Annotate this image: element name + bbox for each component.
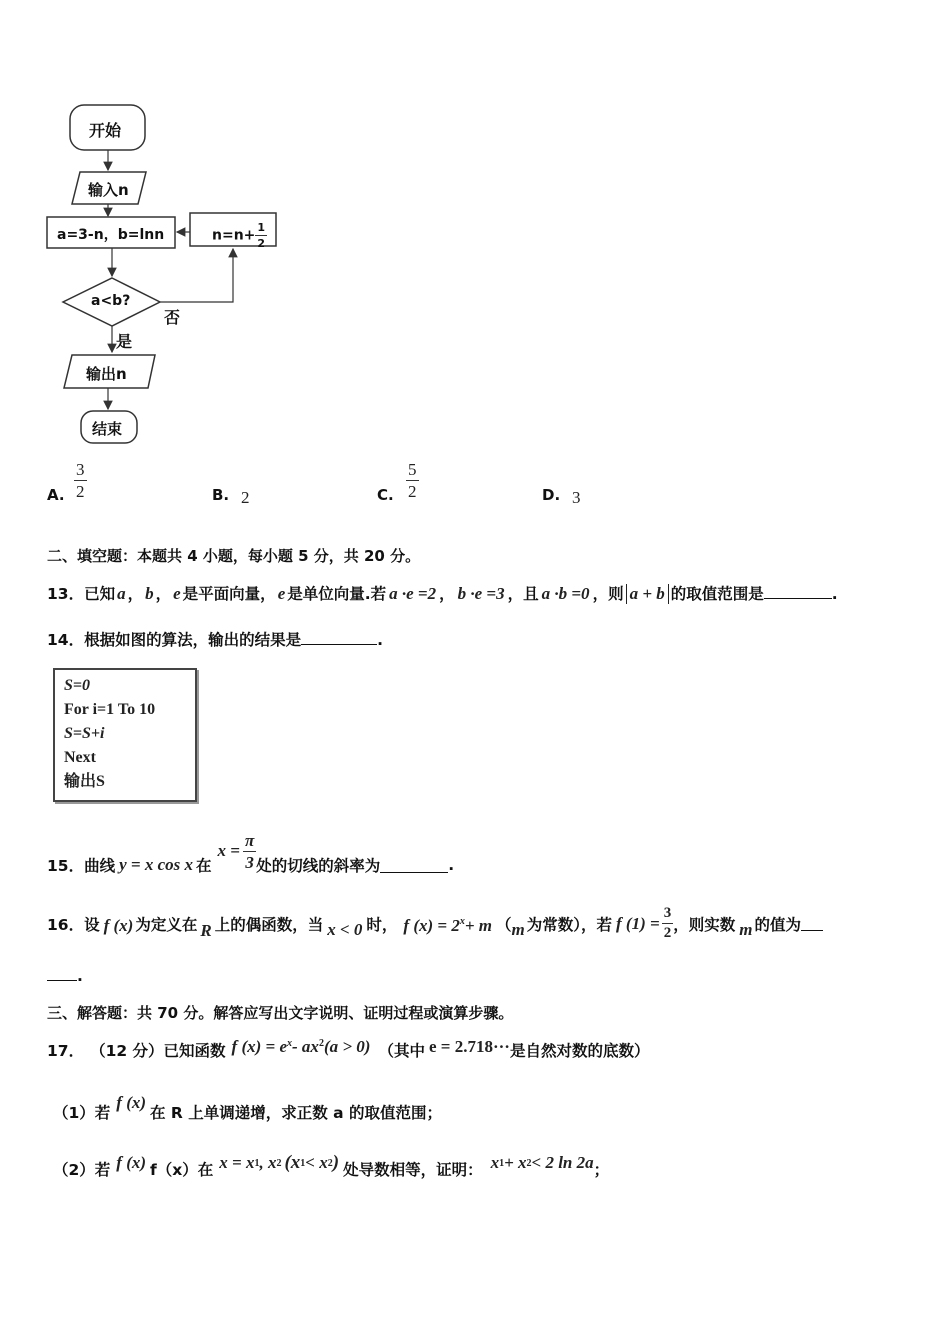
- question-15: 15． 曲线 y = x cos x 在 x = $\frac{\pi}{3}$ 处的切线的斜率为 .: [47, 830, 455, 875]
- question-16-blank: .: [47, 966, 83, 985]
- flow-input-label: 输入n: [88, 181, 129, 199]
- algorithm-box: [53, 668, 197, 802]
- flow-yes-label: 是: [116, 332, 133, 351]
- option-b-value: 2: [241, 488, 250, 507]
- option-b-label: B.: [212, 486, 230, 504]
- code-line: 输出S: [64, 773, 105, 790]
- flow-decision-label: a<b?: [91, 293, 131, 309]
- option-d-label: D.: [542, 486, 561, 504]
- code-line: Next: [64, 749, 96, 766]
- question-17-part2: （2）若 f (x) f（x）在 x = x 1 , x 2 (x 1 < x 2 ) 处导数相等，证明： x 1 + x 2 < 2 ln 2a ；: [53, 1152, 610, 1179]
- flow-output-label: 输出n: [86, 365, 127, 383]
- option-c-label: C.: [377, 486, 394, 504]
- arrow-no-loop: [160, 249, 233, 302]
- question-17: 17． （12 分）已知函数 f (x) = e $^x$ - ax $^2$ (a > 0) （其中 e = 2.718··· 是自然对数的底数）: [47, 1037, 650, 1060]
- option-a-value: $\frac{3}{2}$: [76, 460, 85, 501]
- option-a-label: A.: [47, 486, 65, 504]
- option-d-value: 3: [572, 488, 581, 507]
- question-13: 13． 已知 a ， b ， e 是平面向量， e 是单位向量.若 a ·e =2 ， b ·e =3 ，且 a ·b =0 ，则 a + b 的取值范围是 .: [47, 584, 838, 603]
- question-16: 16． 设 f (x) 为定义在 R 上的偶函数，当 x < 0 时， f (x) = 2 $^x$ + m （ m 为常数），若 f (1) = $\frac{3}{2}$ ，则实数 m 的值为: [47, 906, 823, 941]
- question-14: 14．根据如图的算法，输出的结果是 .: [47, 631, 383, 649]
- flow-end-label: 结束: [92, 420, 123, 438]
- flow-start-label: 开始: [89, 121, 122, 140]
- flow-assign-label: a=3-n，b=lnn: [57, 227, 165, 243]
- flow-no-label: 否: [164, 308, 181, 327]
- section2-heading: 二、填空题：本题共 4 小题，每小题 5 分，共 20 分。: [47, 547, 421, 565]
- flow-update-label: n=n+ $\frac{1}{2}$: [212, 221, 266, 250]
- code-line: S=0: [64, 677, 91, 694]
- question-17-part1: （1）若 f (x) 在 R 上单调递增，求正数 a 的取值范围；: [53, 1093, 443, 1122]
- option-c-value: $\frac{5}{2}$: [408, 460, 417, 501]
- code-line: For i=1 To 10: [64, 701, 156, 718]
- code-line: S=S+i: [64, 725, 105, 742]
- section3-heading: 三、解答题：共 70 分。解答应写出文字说明、证明过程或演算步骤。: [47, 1004, 514, 1022]
